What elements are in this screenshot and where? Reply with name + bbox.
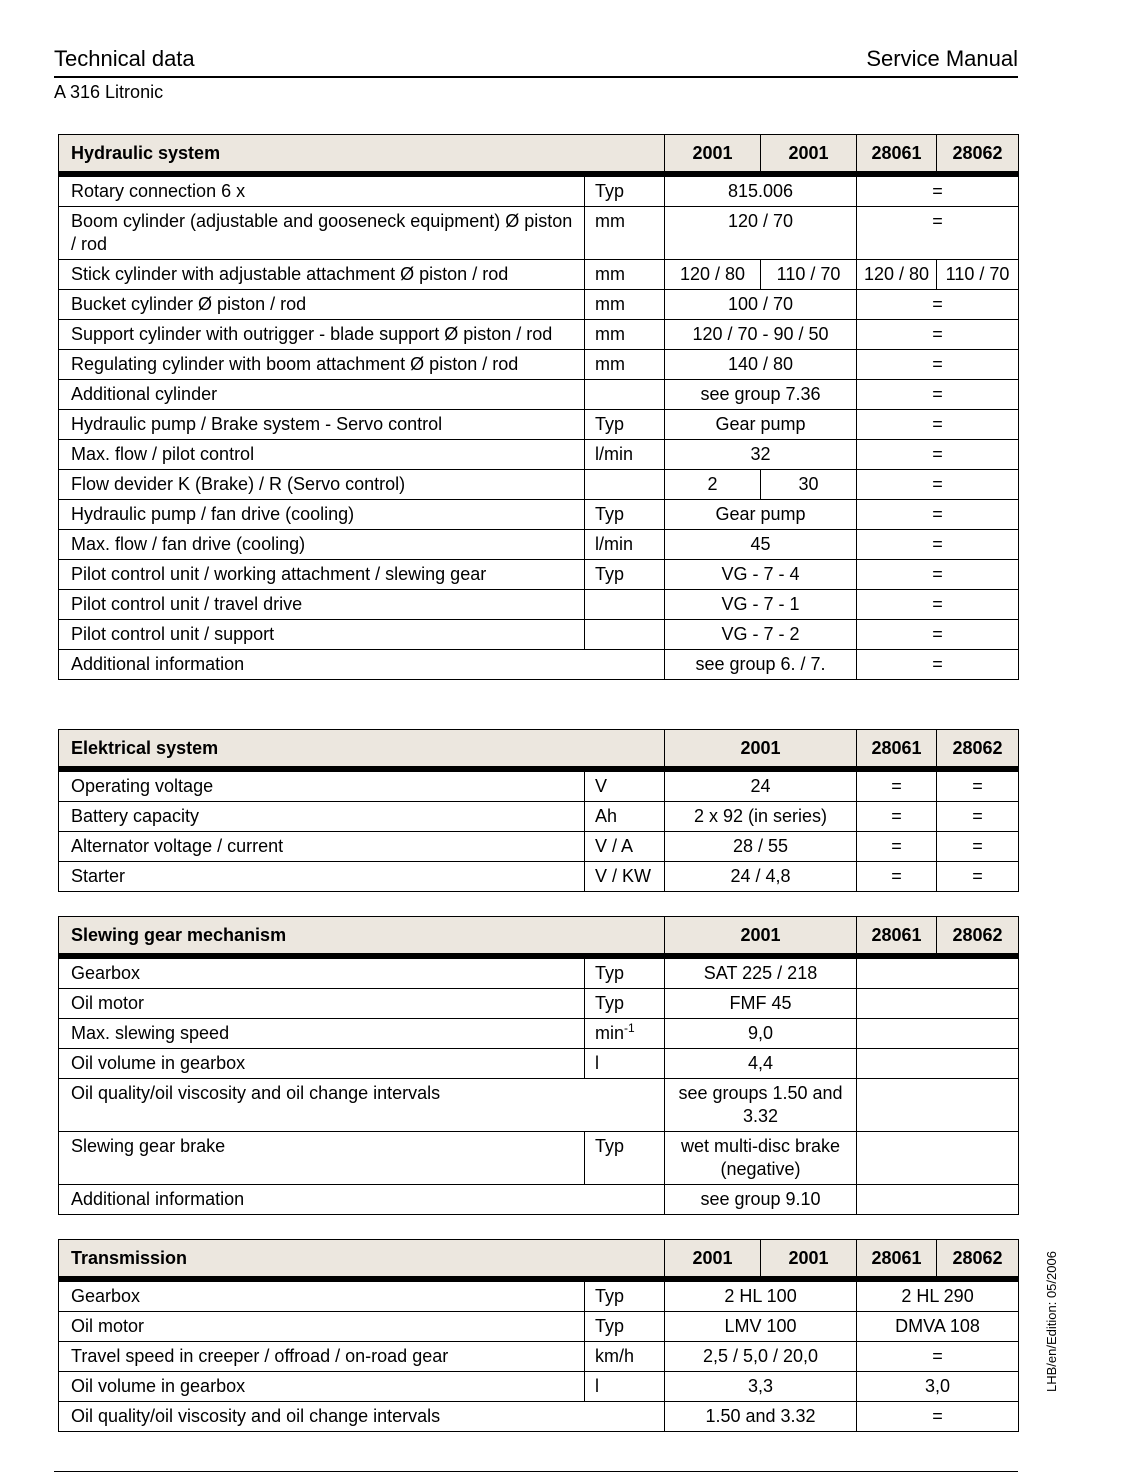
table-row [59, 1279, 1019, 1312]
row-value [857, 956, 1019, 989]
table-row [59, 350, 1019, 380]
table-row [59, 1132, 1019, 1185]
header-rule [54, 76, 1018, 78]
row-value: = [937, 832, 1019, 862]
row-value: = [857, 650, 1019, 680]
row-label: Alternator voltage / current [59, 832, 585, 862]
row-value: 140 / 80 [665, 350, 857, 380]
row-label: Max. slewing speed [59, 1019, 585, 1049]
row-label: Gearbox [59, 956, 585, 989]
row-label: Hydraulic pump / Brake system - Servo control [59, 410, 585, 440]
column-header: 2001 [761, 1240, 857, 1280]
row-value: FMF 45 [665, 989, 857, 1019]
column-header: 2001 [665, 135, 761, 175]
unit-superscript: -1 [624, 1021, 635, 1035]
row-value: = [857, 530, 1019, 560]
row-unit [585, 620, 665, 650]
table-header [59, 730, 1019, 770]
slewing-table [58, 916, 1019, 1215]
row-value [857, 1079, 1019, 1132]
table-header [59, 1240, 1019, 1280]
row-unit: Typ [585, 1312, 665, 1342]
row-label: Max. flow / fan drive (cooling) [59, 530, 585, 560]
table-row [59, 207, 1019, 260]
row-label: Additional information [59, 650, 665, 680]
row-value: = [857, 560, 1019, 590]
row-label: Hydraulic pump / fan drive (cooling) [59, 500, 585, 530]
table-row [59, 1372, 1019, 1402]
row-label: Flow devider K (Brake) / R (Servo control) [59, 470, 585, 500]
table-row [59, 769, 1019, 802]
row-value: 2 HL 290 [857, 1279, 1019, 1312]
table-row [59, 470, 1019, 500]
table-row [59, 1049, 1019, 1079]
hydraulic-table [58, 134, 1019, 680]
row-value: LMV 100 [665, 1312, 857, 1342]
row-value: 120 / 70 [665, 207, 857, 260]
table-row [59, 1185, 1019, 1215]
row-label: Gearbox [59, 1279, 585, 1312]
row-value: = [857, 802, 937, 832]
table-row [59, 832, 1019, 862]
row-label: Slewing gear brake [59, 1132, 585, 1185]
row-value: 24 / 4,8 [665, 862, 857, 892]
table-row [59, 1312, 1019, 1342]
row-label: Oil volume in gearbox [59, 1049, 585, 1079]
row-unit: Typ [585, 410, 665, 440]
row-unit [585, 590, 665, 620]
row-value: 110 / 70 [761, 260, 857, 290]
header-subtitle: A 316 Litronic [54, 82, 164, 102]
row-value [857, 1132, 1019, 1185]
section-title: Hydraulic system [59, 135, 665, 175]
row-value: = [857, 470, 1019, 500]
row-value: Gear pump [665, 410, 857, 440]
row-value: 3,0 [857, 1372, 1019, 1402]
table-row [59, 290, 1019, 320]
table-header [59, 135, 1019, 175]
table-row [59, 174, 1019, 207]
row-value: see groups 1.50 and 3.32 [665, 1079, 857, 1132]
row-value: 120 / 80 [857, 260, 937, 290]
row-unit: Typ [585, 956, 665, 989]
row-value: 120 / 80 [665, 260, 761, 290]
row-unit: mm [585, 290, 665, 320]
row-value: 4,4 [665, 1049, 857, 1079]
column-header: 28061 [857, 730, 937, 770]
row-value: 3,3 [665, 1372, 857, 1402]
table-row [59, 530, 1019, 560]
row-value: = [857, 590, 1019, 620]
row-value: see group 6. / 7. [665, 650, 857, 680]
column-header: 28061 [857, 135, 937, 175]
row-value [857, 989, 1019, 1019]
table-row [59, 380, 1019, 410]
row-value: = [857, 500, 1019, 530]
column-header: 28061 [857, 1240, 937, 1280]
footer-rule [54, 1471, 1018, 1472]
row-unit: mm [585, 260, 665, 290]
row-value: see group 7.36 [665, 380, 857, 410]
row-value: = [937, 802, 1019, 832]
row-value: 2,5 / 5,0 / 20,0 [665, 1342, 857, 1372]
table-row [59, 862, 1019, 892]
row-unit: l/min [585, 440, 665, 470]
row-value: 100 / 70 [665, 290, 857, 320]
table-row [59, 560, 1019, 590]
table-row [59, 500, 1019, 530]
transmission-table [58, 1239, 1019, 1432]
row-value: wet multi-disc brake (negative) [665, 1132, 857, 1185]
row-value [857, 1019, 1019, 1049]
table-row [59, 1079, 1019, 1132]
row-label: Oil volume in gearbox [59, 1372, 585, 1402]
row-value: = [857, 862, 937, 892]
electrical-table [58, 729, 1019, 892]
header-title: Technical data [54, 46, 195, 71]
row-label: Additional information [59, 1185, 665, 1215]
column-header: 2001 [761, 135, 857, 175]
row-unit: l/min [585, 530, 665, 560]
row-unit: mm [585, 207, 665, 260]
row-unit: Ah [585, 802, 665, 832]
row-value: = [857, 380, 1019, 410]
row-value: 1.50 and 3.32 [665, 1402, 857, 1432]
row-unit [585, 380, 665, 410]
row-label: Regulating cylinder with boom attachment Ø piston / rod [59, 350, 585, 380]
row-unit: l [585, 1372, 665, 1402]
column-header: 2001 [665, 917, 857, 957]
table-row [59, 1342, 1019, 1372]
row-unit: km/h [585, 1342, 665, 1372]
table-row [59, 1402, 1019, 1432]
row-value: 120 / 70 - 90 / 50 [665, 320, 857, 350]
row-label: Bucket cylinder Ø piston / rod [59, 290, 585, 320]
row-unit: Typ [585, 1132, 665, 1185]
column-header: 2001 [665, 730, 857, 770]
row-value: 2 HL 100 [665, 1279, 857, 1312]
row-label: Oil motor [59, 989, 585, 1019]
row-unit: V / KW [585, 862, 665, 892]
row-label: Max. flow / pilot control [59, 440, 585, 470]
table-row [59, 260, 1019, 290]
table-row [59, 989, 1019, 1019]
header-manual: Service Manual [866, 46, 1018, 71]
row-label: Pilot control unit / support [59, 620, 585, 650]
row-value: = [937, 769, 1019, 802]
row-value: 32 [665, 440, 857, 470]
row-label: Operating voltage [59, 769, 585, 802]
row-unit: Typ [585, 1279, 665, 1312]
row-unit: l [585, 1049, 665, 1079]
row-value: = [937, 862, 1019, 892]
table-row [59, 410, 1019, 440]
column-header: 28062 [937, 917, 1019, 957]
table-row [59, 440, 1019, 470]
row-label: Stick cylinder with adjustable attachment Ø piston / rod [59, 260, 585, 290]
row-value: = [857, 207, 1019, 260]
column-header: 28061 [857, 917, 937, 957]
row-unit: V [585, 769, 665, 802]
row-value: VG - 7 - 4 [665, 560, 857, 590]
row-label: Travel speed in creeper / offroad / on-road gear [59, 1342, 585, 1372]
row-unit [585, 1019, 665, 1049]
row-value [857, 1185, 1019, 1215]
row-value: Gear pump [665, 500, 857, 530]
row-value: 815.006 [665, 174, 857, 207]
row-value: = [857, 290, 1019, 320]
row-value: 30 [761, 470, 857, 500]
row-value: SAT 225 / 218 [665, 956, 857, 989]
row-label: Pilot control unit / travel drive [59, 590, 585, 620]
row-unit: mm [585, 320, 665, 350]
table-row [59, 320, 1019, 350]
row-unit: mm [585, 350, 665, 380]
row-label: Battery capacity [59, 802, 585, 832]
column-header: 28062 [937, 1240, 1019, 1280]
row-label: Additional cylinder [59, 380, 585, 410]
column-header: 2001 [665, 1240, 761, 1280]
row-value: 24 [665, 769, 857, 802]
table-header [59, 917, 1019, 957]
row-value: = [857, 620, 1019, 650]
row-value: = [857, 1342, 1019, 1372]
row-value: 2 x 92 (in series) [665, 802, 857, 832]
row-value: = [857, 174, 1019, 207]
table-row [59, 802, 1019, 832]
row-unit [585, 470, 665, 500]
row-label: Support cylinder with outrigger - blade support Ø piston / rod [59, 320, 585, 350]
row-unit: Typ [585, 174, 665, 207]
row-value: 110 / 70 [937, 260, 1019, 290]
table-row [59, 650, 1019, 680]
row-value: = [857, 769, 937, 802]
column-header: 28062 [937, 730, 1019, 770]
column-header: 28062 [937, 135, 1019, 175]
row-label: Starter [59, 862, 585, 892]
table-row [59, 620, 1019, 650]
row-value: = [857, 350, 1019, 380]
row-value: 28 / 55 [665, 832, 857, 862]
row-label: Boom cylinder (adjustable and gooseneck equipment) Ø piston / rod [59, 207, 585, 260]
section-title: Elektrical system [59, 730, 665, 770]
row-value: VG - 7 - 1 [665, 590, 857, 620]
row-unit: Typ [585, 989, 665, 1019]
section-title: Slewing gear mechanism [59, 917, 665, 957]
table-row [59, 1019, 1019, 1049]
row-value: 2 [665, 470, 761, 500]
unit-text: min [595, 1023, 625, 1043]
row-value: = [857, 832, 937, 862]
row-value: = [857, 320, 1019, 350]
row-label: Oil quality/oil viscosity and oil change intervals [59, 1079, 665, 1132]
row-label: Pilot control unit / working attachment / slewing gear [59, 560, 585, 590]
edition-note: LHB/en/Edition: 05/2006 [1044, 1251, 1059, 1392]
row-value: see group 9.10 [665, 1185, 857, 1215]
table-row [59, 956, 1019, 989]
row-value: 9,0 [665, 1019, 857, 1049]
row-unit: Typ [585, 560, 665, 590]
row-value: DMVA 108 [857, 1312, 1019, 1342]
section-title: Transmission [59, 1240, 665, 1280]
row-value: = [857, 410, 1019, 440]
row-label: Oil quality/oil viscosity and oil change intervals [59, 1402, 665, 1432]
table-row [59, 590, 1019, 620]
row-value: = [857, 440, 1019, 470]
row-value: VG - 7 - 2 [665, 620, 857, 650]
row-value: = [857, 1402, 1019, 1432]
row-value: 45 [665, 530, 857, 560]
row-label: Rotary connection 6 x [59, 174, 585, 207]
row-unit: V / A [585, 832, 665, 862]
row-label: Oil motor [59, 1312, 585, 1342]
row-value [857, 1049, 1019, 1079]
row-unit: Typ [585, 500, 665, 530]
